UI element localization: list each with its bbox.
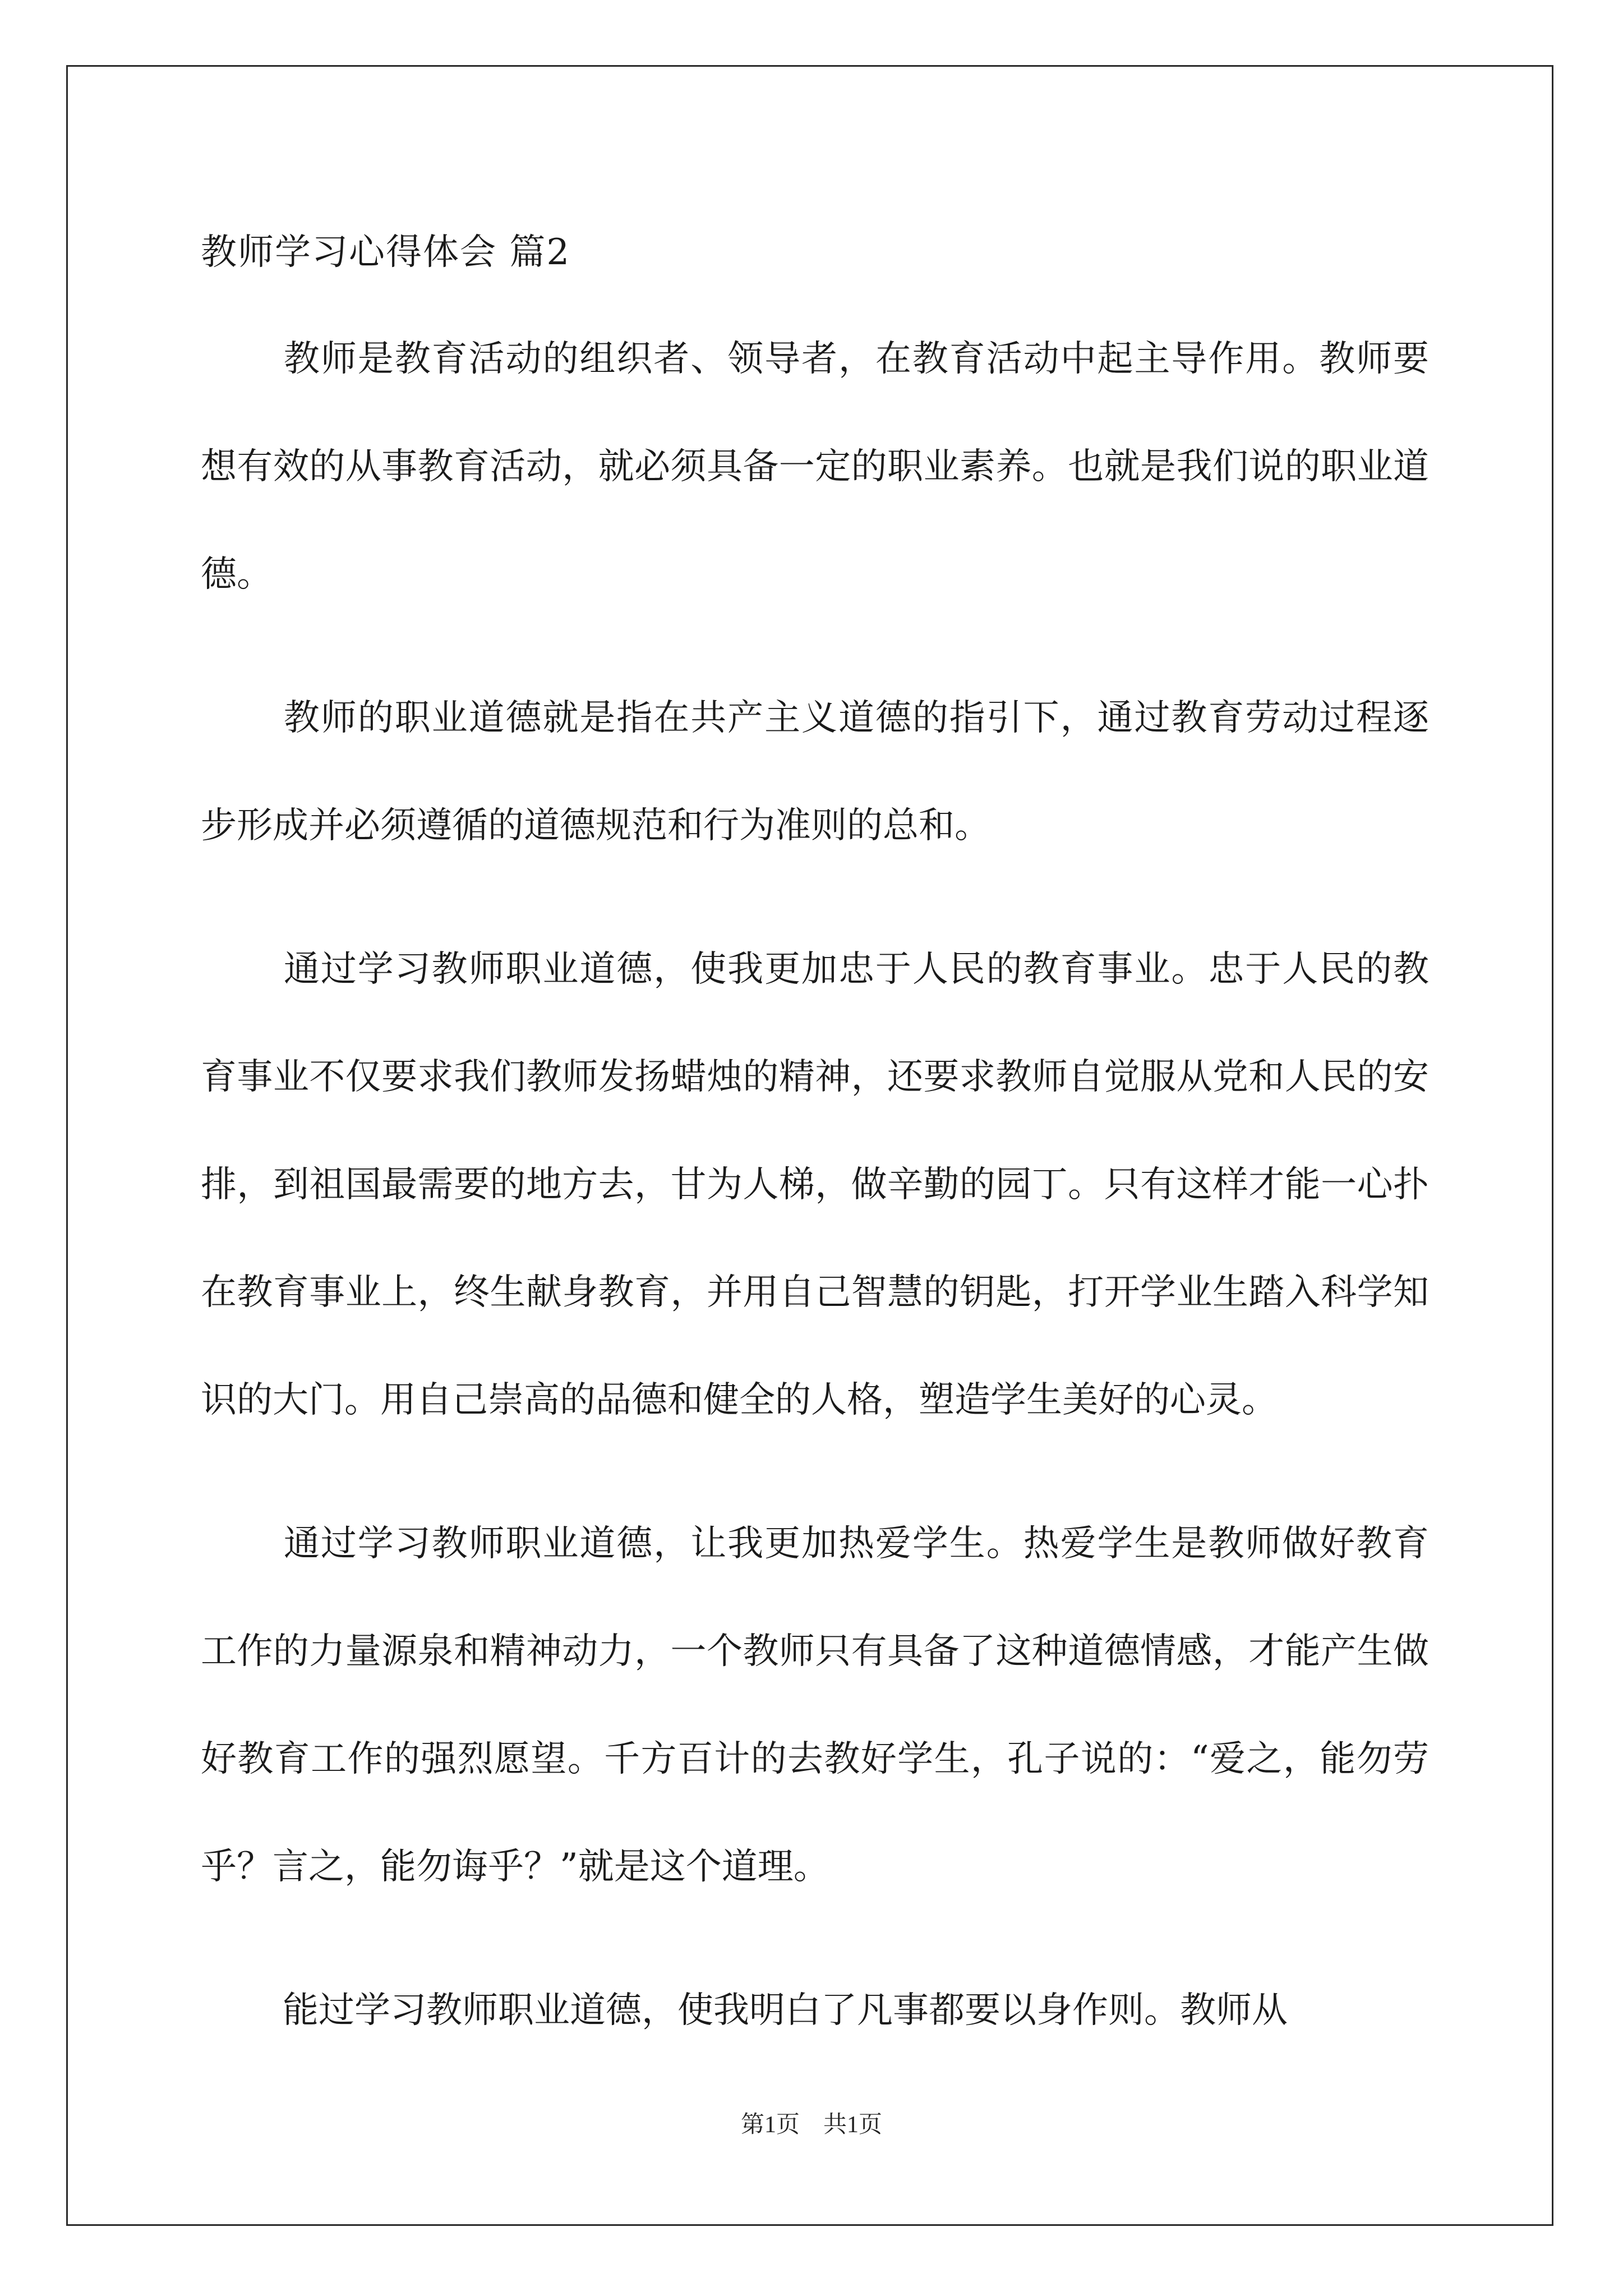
paragraph-text: 教师的职业道德就是指在共产主义道德的指引下，通过教育劳动过程逐步形成并必须遵循的道德规范和行为准则的总和。	[201, 697, 1429, 846]
paragraph-text: 教师是教育活动的组织者、领导者，在教育活动中起主导作用。教师要想有效的从事教育活动，就必须具备一定的职业素养。也就是我们说的职业道德。	[201, 338, 1429, 595]
paragraph-text: 通过学习教师职业道德，让我更加热爱学生。热爱学生是教师做好教育工作的力量源泉和精神动力，一个教师只有具备了这种道德情感，才能产生做好教育工作的强烈愿望。千方百计的去教好学生，孔子说的：“爱之，能勿劳乎？言之，能勿诲乎？”就是这个道理。	[201, 1523, 1429, 1888]
paragraph-3	[201, 915, 1429, 1454]
paragraph-text: 通过学习教师职业道德，使我更加忠于人民的教育事业。忠于人民的教育事业不仅要求我们教师发扬蜡烛的精神，还要求教师自觉服从党和人民的安排，到祖国最需要的地方去，甘为人梯，做辛勤的园丁。只有这样才能一心扑在教育事业上，终生献身教育，并用自己智慧的钥匙，打开学业生踏入科学知识的大门。用自己崇高的品德和健全的人格，塑造学生美好的心灵。	[201, 949, 1429, 1421]
document-body	[201, 224, 1429, 2064]
paragraph-5	[201, 1957, 1429, 2064]
document-title: 教师学习心得体会 篇2	[201, 232, 571, 273]
paragraph-4	[201, 1490, 1429, 1921]
paragraph-2	[201, 664, 1429, 880]
page-number: 第1页 共1页	[740, 2112, 882, 2138]
paragraph-1	[201, 305, 1429, 628]
paragraph-text: 能过学习教师职业道德，使我明白了凡事都要以身作则。教师从	[283, 1990, 1288, 2031]
